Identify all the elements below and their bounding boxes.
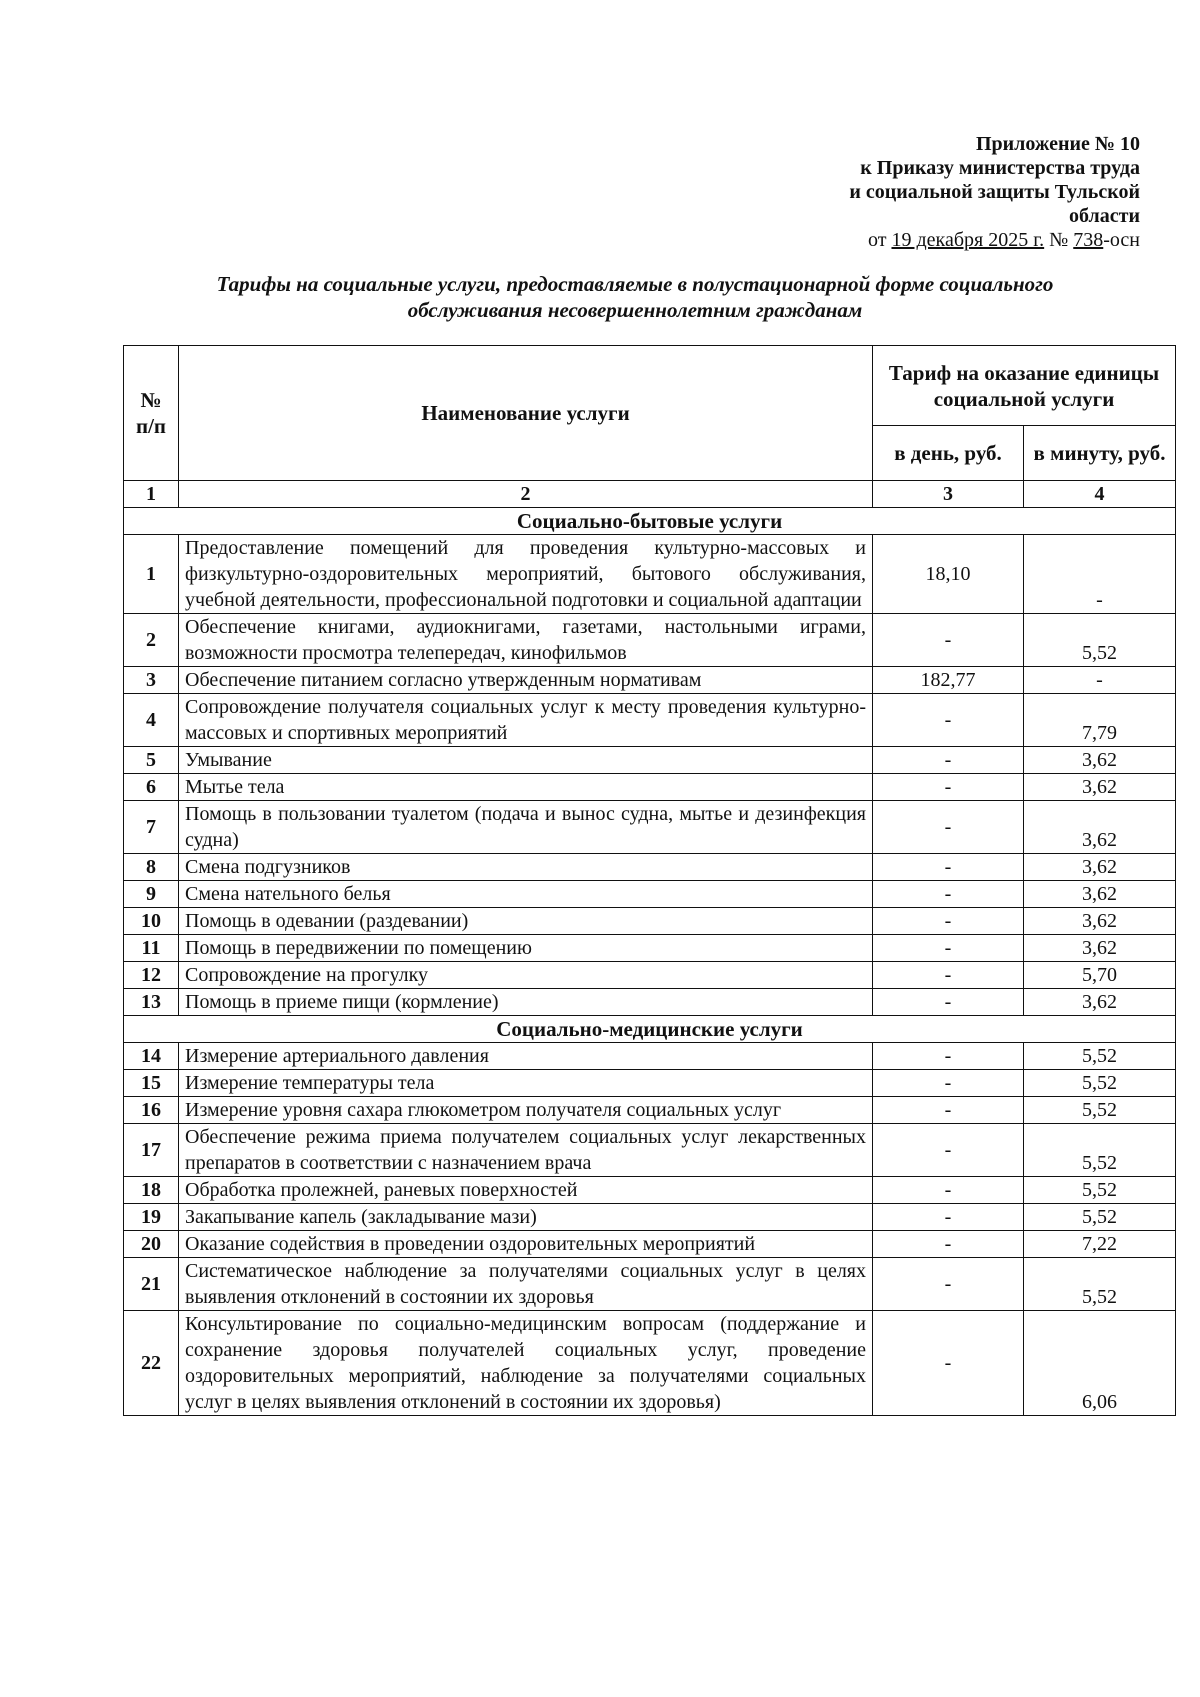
row-number: 10 xyxy=(124,908,179,935)
service-name: Обеспечение режима приема получателем социальных услуг лекарственных препаратов в соответствии с назначением врача xyxy=(179,1124,873,1177)
tariff-per-day: - xyxy=(873,1124,1024,1177)
row-number: 21 xyxy=(124,1258,179,1311)
tariff-per-minute: 3,62 xyxy=(1024,774,1176,801)
table-row xyxy=(124,667,1176,694)
row-number: 7 xyxy=(124,801,179,854)
tariff-per-day: - xyxy=(873,935,1024,962)
table-row xyxy=(124,1258,1176,1311)
row-number: 11 xyxy=(124,935,179,962)
tariff-per-day: - xyxy=(873,774,1024,801)
table-row xyxy=(124,1070,1176,1097)
row-number: 12 xyxy=(124,962,179,989)
row-number: 3 xyxy=(124,667,179,694)
service-name: Смена подгузников xyxy=(179,854,873,881)
table-row xyxy=(124,535,1176,614)
service-name: Обеспечение книгами, аудиокнигами, газетами, настольными играми, возможности просмотра телепередач, кинофильмов xyxy=(179,614,873,667)
tariff-per-minute: 5,52 xyxy=(1024,1043,1176,1070)
table-row xyxy=(124,747,1176,774)
table-row xyxy=(124,881,1176,908)
table-row xyxy=(124,1311,1176,1416)
table-row xyxy=(124,935,1176,962)
header-num: № п/п xyxy=(124,346,179,481)
table-row xyxy=(124,989,1176,1016)
table-row xyxy=(124,1231,1176,1258)
row-number: 19 xyxy=(124,1204,179,1231)
service-name: Помощь в приеме пищи (кормление) xyxy=(179,989,873,1016)
tariff-table xyxy=(123,345,1176,1416)
tariff-per-minute: 7,79 xyxy=(1024,694,1176,747)
tariff-per-minute: - xyxy=(1024,667,1176,694)
row-number: 18 xyxy=(124,1177,179,1204)
tariff-per-day: 18,10 xyxy=(873,535,1024,614)
section-title: Социально-бытовые услуги xyxy=(124,508,1176,535)
appendix-header xyxy=(849,132,1140,252)
appendix-region: области xyxy=(1069,205,1140,227)
number-suffix: -осн xyxy=(1103,229,1140,251)
document-title xyxy=(130,271,1140,323)
tariff-per-day: - xyxy=(873,962,1024,989)
table-row xyxy=(124,694,1176,747)
title-line-2: обслуживания несовершеннолетним гражданам xyxy=(407,298,863,322)
service-name: Умывание xyxy=(179,747,873,774)
header-name: Наименование услуги xyxy=(179,346,873,481)
tariff-per-day: - xyxy=(873,694,1024,747)
table-row xyxy=(124,908,1176,935)
table-row xyxy=(124,1097,1176,1124)
section-header-row xyxy=(124,1016,1176,1043)
tariff-per-minute: 3,62 xyxy=(1024,747,1176,774)
service-name: Помощь в пользовании туалетом (подача и вынос судна, мытье и дезинфекция судна) xyxy=(179,801,873,854)
section-header-row xyxy=(124,508,1176,535)
row-number: 6 xyxy=(124,774,179,801)
table-row xyxy=(124,774,1176,801)
service-name: Помощь в передвижении по помещению xyxy=(179,935,873,962)
table-row xyxy=(124,1124,1176,1177)
table-row xyxy=(124,962,1176,989)
service-name: Мытье тела xyxy=(179,774,873,801)
tariff-per-minute: 3,62 xyxy=(1024,801,1176,854)
tariff-per-minute: 5,52 xyxy=(1024,1097,1176,1124)
row-number: 22 xyxy=(124,1311,179,1416)
tariff-per-minute: 3,62 xyxy=(1024,935,1176,962)
tariff-per-day: - xyxy=(873,1097,1024,1124)
tariff-per-minute: 5,52 xyxy=(1024,1070,1176,1097)
tariff-per-day: - xyxy=(873,1204,1024,1231)
service-name: Помощь в одевании (раздевании) xyxy=(179,908,873,935)
service-name: Смена нательного белья xyxy=(179,881,873,908)
order-date: 19 декабря 2025 г. xyxy=(891,229,1045,251)
column-number: 3 xyxy=(873,481,1024,508)
service-name: Систематическое наблюдение за получателями социальных услуг в целях выявления отклонений в состоянии их здоровья xyxy=(179,1258,873,1311)
header-per-day: в день, руб. xyxy=(873,426,1024,481)
tariff-per-day: - xyxy=(873,614,1024,667)
row-number: 5 xyxy=(124,747,179,774)
tariff-per-minute: 5,52 xyxy=(1024,614,1176,667)
tariff-per-day: - xyxy=(873,1311,1024,1416)
tariff-per-minute: 3,62 xyxy=(1024,908,1176,935)
tariff-per-day: - xyxy=(873,989,1024,1016)
tariff-per-day: 182,77 xyxy=(873,667,1024,694)
tariff-per-minute: 5,52 xyxy=(1024,1177,1176,1204)
number-prefix: № xyxy=(1044,229,1074,251)
appendix-order-ref: к Приказу министерства труда xyxy=(860,157,1140,179)
tariff-per-day: - xyxy=(873,1258,1024,1311)
column-number: 1 xyxy=(124,481,179,508)
service-name: Сопровождение на прогулку xyxy=(179,962,873,989)
service-name: Измерение уровня сахара глюкометром получателя социальных услуг xyxy=(179,1097,873,1124)
row-number: 16 xyxy=(124,1097,179,1124)
service-name: Оказание содействия в проведении оздоровительных мероприятий xyxy=(179,1231,873,1258)
tariff-per-day: - xyxy=(873,1043,1024,1070)
tariff-per-day: - xyxy=(873,881,1024,908)
header-per-minute: в минуту, руб. xyxy=(1024,426,1176,481)
row-number: 15 xyxy=(124,1070,179,1097)
tariff-per-minute: 7,22 xyxy=(1024,1231,1176,1258)
tariff-per-minute: 5,52 xyxy=(1024,1258,1176,1311)
service-name: Измерение артериального давления xyxy=(179,1043,873,1070)
table-row xyxy=(124,801,1176,854)
service-name: Предоставление помещений для проведения культурно-массовых и физкультурно-оздоровительных мероприятий, бытового обслуживания, учебной деятельности, профессиональной подготовки и социальной адаптации xyxy=(179,535,873,614)
tariff-per-day: - xyxy=(873,854,1024,881)
service-name: Сопровождение получателя социальных услуг к месту проведения культурно-массовых и спортивных мероприятий xyxy=(179,694,873,747)
row-number: 8 xyxy=(124,854,179,881)
date-prefix: от xyxy=(868,229,892,251)
appendix-ministry: и социальной защиты Тульской xyxy=(849,181,1140,203)
appendix-number: Приложение № 10 xyxy=(975,133,1140,155)
table-row xyxy=(124,1204,1176,1231)
column-number: 4 xyxy=(1024,481,1176,508)
tariff-per-minute: - xyxy=(1024,535,1176,614)
column-numbers-row xyxy=(124,481,1176,508)
row-number: 14 xyxy=(124,1043,179,1070)
appendix-date-line xyxy=(849,228,1140,252)
tariff-per-day: - xyxy=(873,801,1024,854)
tariff-per-minute: 5,52 xyxy=(1024,1124,1176,1177)
service-name: Закапывание капель (закладывание мази) xyxy=(179,1204,873,1231)
tariff-per-minute: 3,62 xyxy=(1024,989,1176,1016)
service-name: Измерение температуры тела xyxy=(179,1070,873,1097)
column-number: 2 xyxy=(179,481,873,508)
section-title: Социально-медицинские услуги xyxy=(124,1016,1176,1043)
tariff-per-day: - xyxy=(873,747,1024,774)
tariff-per-minute: 5,70 xyxy=(1024,962,1176,989)
tariff-per-minute: 5,52 xyxy=(1024,1204,1176,1231)
service-name: Консультирование по социально-медицинским вопросам (поддержание и сохранение здоровья получателей социальных услуг, проведение оздоровительных мероприятий, наблюдение за получателями социальных услуг в целях выявления отклонений в состоянии их здоровья) xyxy=(179,1311,873,1416)
tariff-per-day: - xyxy=(873,1177,1024,1204)
table-row xyxy=(124,854,1176,881)
tariff-per-minute: 3,62 xyxy=(1024,881,1176,908)
header-tariff: Тариф на оказание единицы социальной услуги xyxy=(873,346,1176,426)
service-name: Обеспечение питанием согласно утвержденным нормативам xyxy=(179,667,873,694)
service-name: Обработка пролежней, раневых поверхностей xyxy=(179,1177,873,1204)
tariff-per-minute: 3,62 xyxy=(1024,854,1176,881)
table-row xyxy=(124,1043,1176,1070)
row-number: 4 xyxy=(124,694,179,747)
order-number: 738 xyxy=(1073,229,1104,251)
title-line-1: Тарифы на социальные услуги, предоставляемые в полустационарной форме социального xyxy=(216,272,1054,296)
row-number: 17 xyxy=(124,1124,179,1177)
table-row xyxy=(124,614,1176,667)
tariff-per-minute: 6,06 xyxy=(1024,1311,1176,1416)
row-number: 9 xyxy=(124,881,179,908)
row-number: 13 xyxy=(124,989,179,1016)
tariff-per-day: - xyxy=(873,908,1024,935)
tariff-table-body xyxy=(124,481,1176,1416)
row-number: 1 xyxy=(124,535,179,614)
tariff-per-day: - xyxy=(873,1070,1024,1097)
row-number: 20 xyxy=(124,1231,179,1258)
table-row xyxy=(124,1177,1176,1204)
row-number: 2 xyxy=(124,614,179,667)
tariff-per-day: - xyxy=(873,1231,1024,1258)
